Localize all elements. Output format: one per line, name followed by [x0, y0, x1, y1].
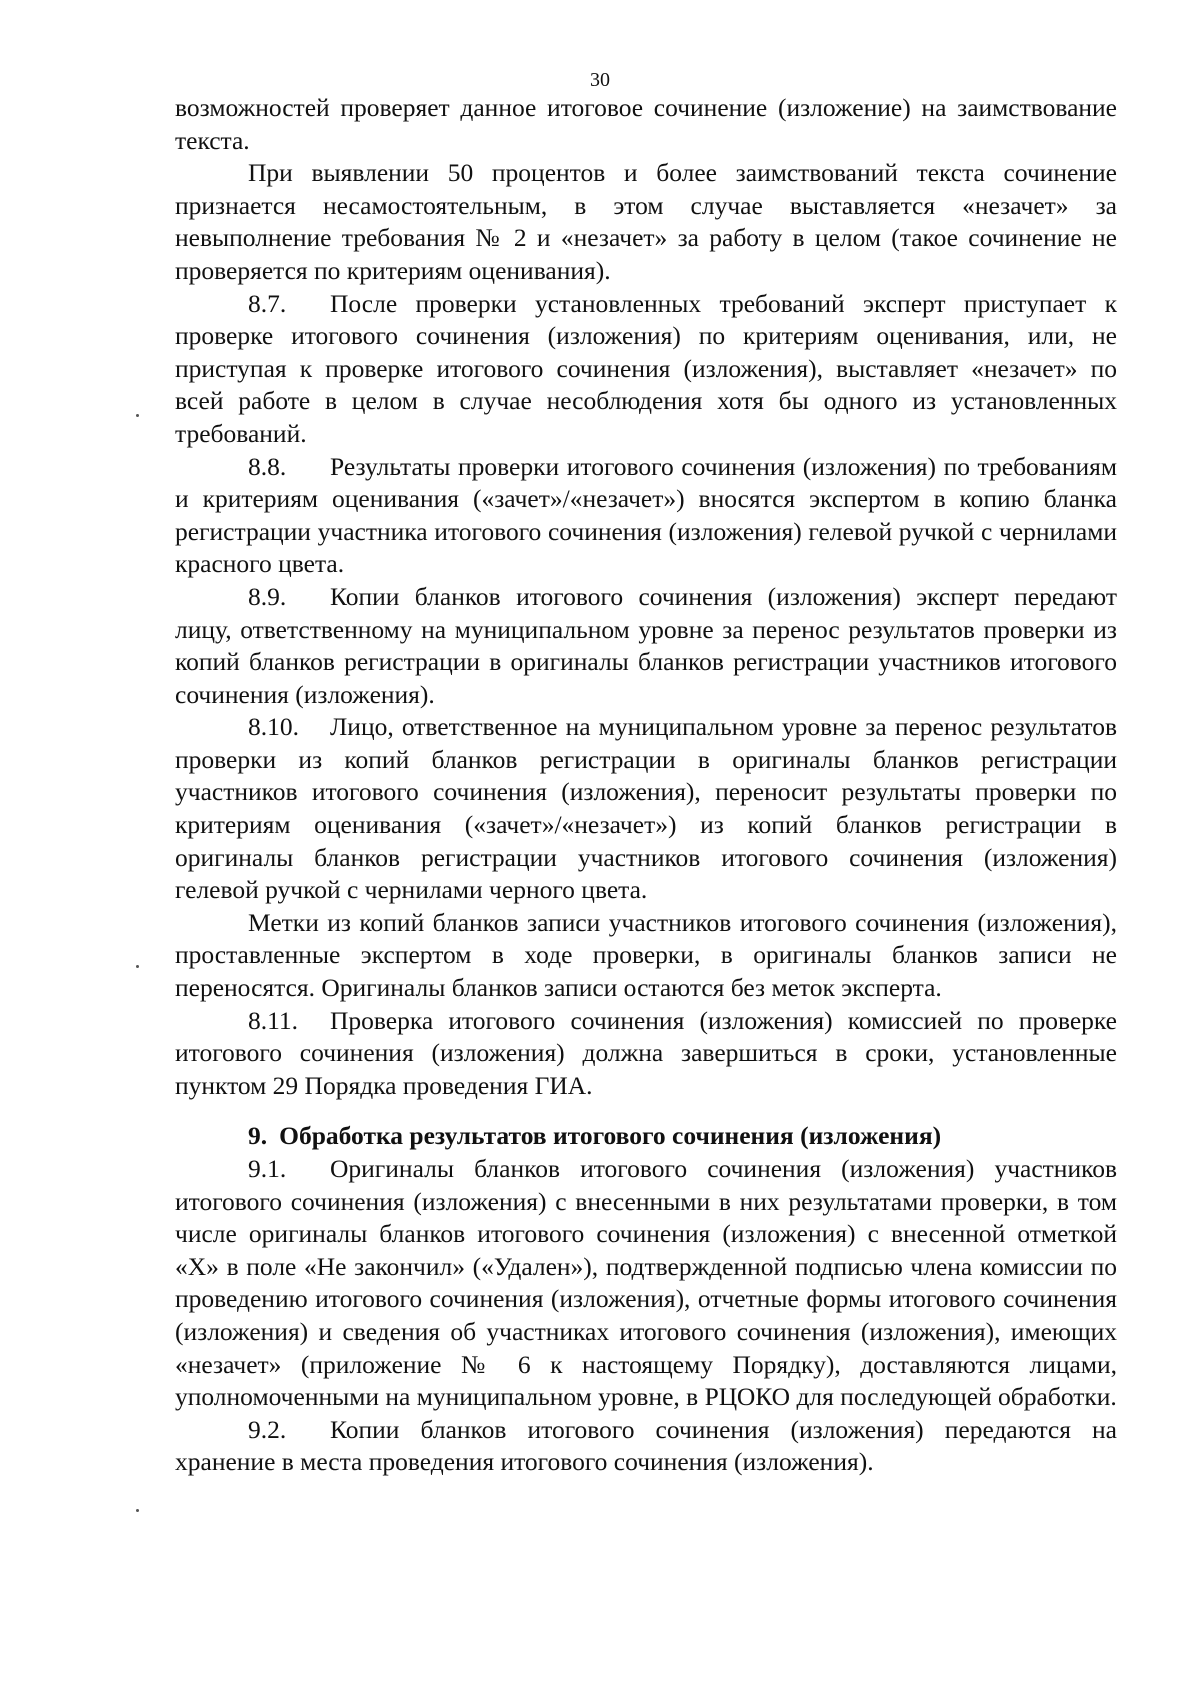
scan-artifact-dot	[136, 414, 139, 417]
paragraph-text: Результаты проверки итогового сочинения (изложения) по требованиям и критериям оценивания («зачет»/«незачет») вносятся экспертом в копию бланка регистрации участника итогового сочинения (изложения) гелевой ручкой с чернилами красного цвета.	[175, 451, 1117, 579]
paragraph-text: Копии бланков итогового сочинения (изложения) эксперт передают лицу, ответственному на муниципальном уровне за перенос результатов проверки из копий бланков регистрации в оригиналы бланков регистрации участников итогового сочинения (изложения).	[175, 581, 1117, 709]
paragraph-number: 8.9.	[248, 581, 287, 611]
paragraph-number: 8.11.	[248, 1005, 299, 1035]
section-number: 9.	[248, 1121, 268, 1151]
section-title: Обработка результатов итогового сочинения (изложения)	[279, 1121, 942, 1151]
scan-artifact-dot	[136, 965, 139, 968]
paragraph-9-1	[175, 1153, 1117, 1414]
paragraph-text: После проверки установленных требований эксперт приступает к проверке итогового сочинения (изложения) по критериям оценивания, или, не приступая к проверке итогового сочинения (изложения), выставляет «незачет» по всей работе в целом в случае несоблюдения хотя бы одного из установленных требований.	[175, 288, 1117, 448]
paragraph-8-9	[175, 581, 1117, 711]
document-body	[175, 92, 1117, 1479]
page-number: 30	[590, 69, 610, 91]
paragraph-text: Копии бланков итогового сочинения (изложения) передаются на хранение в места проведения итогового сочинения (изложения).	[175, 1414, 1117, 1477]
paragraph-number: 9.1.	[248, 1154, 287, 1183]
paragraph-borrowing: При выявлении 50 процентов и более заимствований текста сочинение признается несамостоятельным, в этом случае выставляется «незачет» за невыполнение требования № 2 и «незачет» за работу в целом (такое сочинение не проверяется по критериям оценивания).	[175, 158, 1117, 285]
paragraph-text: Оригиналы бланков итогового сочинения (изложения) участников итогового сочинения (изложения) с внесенными в них результатами проверки, в том числе оригиналы бланков итогового сочинения (изложения) с внесенной отметкой «Х» в поле «Не закончил» («Удален»), подтвержденной подписью члена комиссии по проведению итогового сочинения (изложения), отчетные формы итогового сочинения (изложения) и сведения об участниках итогового сочинения (изложения), имеющих «незачет» (приложение № 6 к настоящему Порядку), доставляются лицами, уполномоченными на муниципальном уровне, в РЦОКО для последующей обработки.	[175, 1154, 1117, 1412]
paragraph-marks: Метки из копий бланков записи участников итогового сочинения (изложения), проставленные экспертом в ходе проверки, в оригиналы бланков записи не переносятся. Оригиналы бланков записи остаются без меток эксперта.	[175, 907, 1117, 1003]
paragraph-number: 8.8.	[248, 451, 287, 481]
paragraph-8-10	[175, 711, 1117, 907]
paragraph-number: 8.10.	[248, 712, 299, 742]
paragraph-continued: возможностей проверяет данное итоговое сочинение (изложение) на заимствование текста.	[175, 93, 1117, 155]
paragraph-text: Проверка итогового сочинения (изложения) комиссией по проверке итогового сочинения (изложения) должна завершиться в сроки, установленные пунктом 29 Порядка проведения ГИА.	[175, 1005, 1117, 1100]
paragraph-text: Лицо, ответственное на муниципальном уровне за перенос результатов проверки из копий бланков регистрации в оригиналы бланков регистрации участников итогового сочинения (изложения), переносит результаты проверки по критериям оценивания («зачет»/«незачет») из копий бланков регистрации в оригиналы бланков регистрации участников итогового сочинения (изложения) гелевой ручкой с чернилами черного цвета.	[175, 712, 1117, 905]
paragraph-9-2	[175, 1414, 1117, 1479]
scan-artifact-dot	[136, 1509, 139, 1512]
paragraph-8-7	[175, 288, 1117, 451]
paragraph-8-11	[175, 1005, 1117, 1103]
paragraph-8-8	[175, 451, 1117, 581]
paragraph-number: 8.7.	[248, 288, 287, 318]
section-heading	[175, 1120, 1117, 1153]
paragraph-number: 9.2.	[248, 1414, 287, 1444]
